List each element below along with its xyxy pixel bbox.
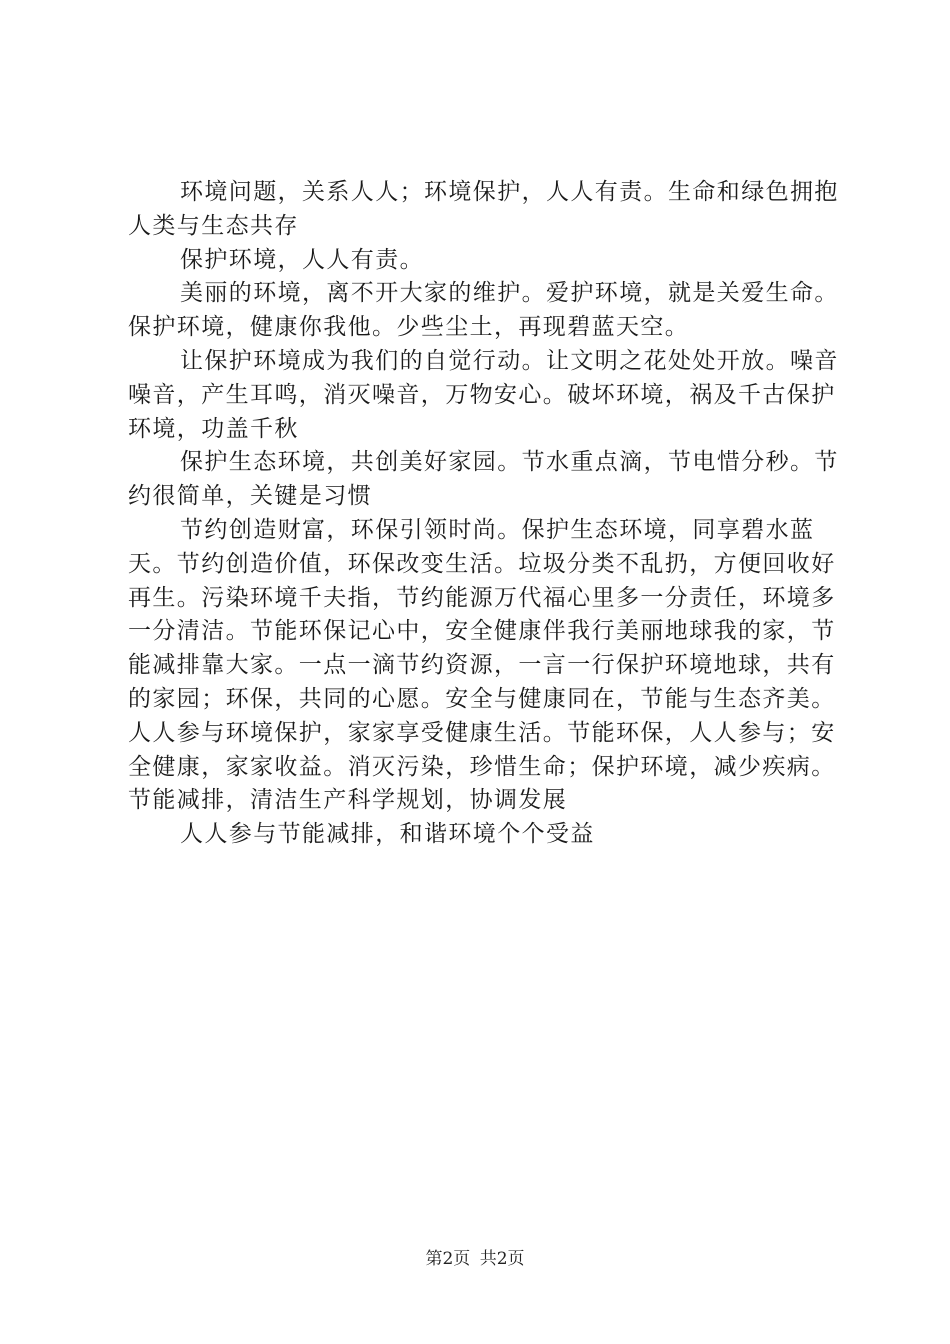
paragraph: 环境问题，关系人人；环境保护，人人有责。生命和绿色拥抱人类与生态共存 xyxy=(128,179,839,239)
paragraph: 节约创造财富，环保引领时尚。保护生态环境，同享碧水蓝天。节约创造价值，环保改变生活。垃圾分类不乱扔，方便回收好再生。污染环境千夫指，节约能源万代福心里多一分责任，环境多一分清洁。节能环保记心中，安全健康伴我行美丽地球我的家，节能减排靠大家。一点一滴节约资源，一言一行保护环境地球，共有的家园；环保，共同的心愿。安全与健康同在，节能与生态齐美。人人参与环境保护，家家享受健康生活。节能环保，人人参与；安全健康，家家收益。消灭污染，珍惜生命；保护环境，减少疾病。节能减排，清洁生产科学规划，协调发展 xyxy=(128,516,836,814)
paragraph: 保护生态环境，共创美好家园。节水重点滴，节电惜分秒。节约很简单，关键是习惯 xyxy=(128,449,839,510)
paragraph: 让保护环境成为我们的自觉行动。让文明之花处处开放。噪音噪音，产生耳鸣，消灭噪音，万物安心。破坏环境，祸及千古保护环境，功盖千秋 xyxy=(128,347,839,442)
page-number: 第2页 xyxy=(425,1249,471,1269)
page-total: 共2页 xyxy=(479,1249,525,1269)
paragraph: 人人参与节能减排，和谐环境个个受益 xyxy=(180,821,595,848)
page-footer xyxy=(0,1244,950,1269)
document-body xyxy=(128,176,840,852)
paragraph: 美丽的环境，离不开大家的维护。爱护环境，就是关爱生命。保护环境，健康你我他。少些尘土，再现碧蓝天空。 xyxy=(128,280,839,341)
paragraph: 保护环境，人人有责。 xyxy=(180,246,424,273)
